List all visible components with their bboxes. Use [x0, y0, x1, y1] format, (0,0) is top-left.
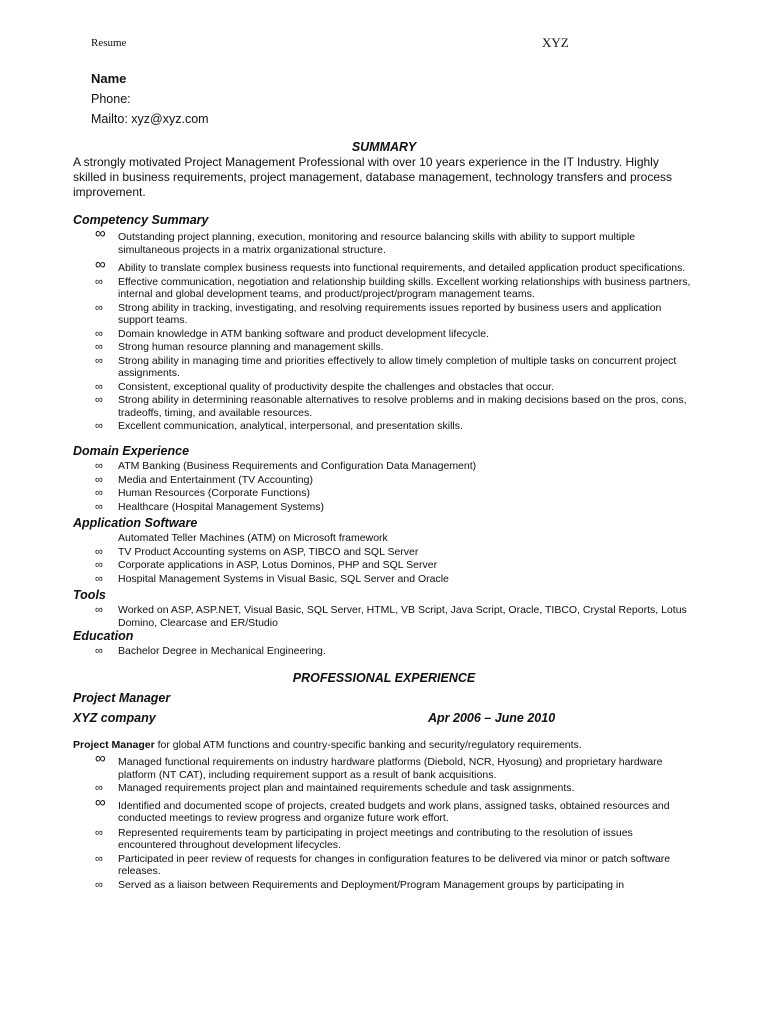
list-item: ∞ Consistent, exceptional quality of productivity despite the challenges and obstacles that occur.: [95, 380, 555, 393]
bullet-icon: ∞: [95, 604, 103, 616]
list-item: ∞ Excellent communication, analytical, interpersonal, and presentation skills.: [95, 420, 463, 432]
list-item: ∞ Identified and documented scope of projects, created budgets and work plans, assigned tasks, obtained resources and conducted meetings to review progress and organize future work effort.: [95, 793, 670, 824]
list-item: Automated Teller Machines (ATM) on Microsoft framework: [118, 532, 388, 544]
list-item: ∞ Healthcare (Hospital Management Systems): [95, 500, 325, 513]
company-name: XYZ company: [73, 711, 156, 725]
list-item: ∞ Outstanding project planning, execution, monitoring and resource balancing skills with ability to support multiple simultaneous projects in a matrix organizational structure.: [95, 225, 636, 256]
job-dates: Apr 2006 – June 2010: [428, 711, 556, 725]
bullet-icon: ∞: [95, 645, 103, 657]
job-intro: Project Manager for global ATM functions and country-specific banking and security/regulatory requirements.: [73, 739, 582, 751]
list-item: ∞ Managed requirements project plan and maintained requirements schedule and task assignments.: [95, 782, 575, 794]
domain-list: [73, 460, 693, 513]
bullet-icon: ∞: [95, 301, 103, 314]
bullet-icon: ∞: [95, 394, 103, 406]
experience-list: [73, 750, 693, 891]
list-item: ∞ Worked on ASP, ASP.NET, Visual Basic, SQL Server, HTML, VB Script, Java Script, Oracle, TIBCO, Crystal Reports, Lotus Domino, Clearcase and ER/Studio: [95, 604, 687, 629]
list-item: ∞ Strong ability in tracking, investigating, and resolving requirements issues reported by business users and application support teams.: [95, 301, 662, 326]
bullet-icon: ∞: [95, 750, 106, 767]
bullet-icon: ∞: [95, 225, 106, 242]
application-list: [73, 532, 693, 585]
list-item: ∞ Bachelor Degree in Mechanical Engineering.: [95, 645, 326, 657]
list-item: ∞ Corporate applications in ASP, Lotus Dominos, PHP and SQL Server: [95, 559, 438, 571]
header-name: XYZ: [542, 35, 569, 50]
application-heading: Application Software: [73, 516, 198, 530]
bullet-icon: ∞: [95, 500, 103, 513]
list-item: ∞ Domain knowledge in ATM banking software and product development lifecycle.: [95, 327, 490, 340]
contact-email-link[interactable]: Mailto: xyz@xyz.com: [91, 112, 209, 126]
competency-heading: Competency Summary: [73, 213, 209, 227]
contact-phone: Phone:: [91, 92, 131, 106]
bullet-icon: ∞: [95, 420, 103, 432]
list-item: ∞ Managed functional requirements on industry hardware platforms (Diebold, NCR, Hyosung) and proprietary hardware platform (NT CAT), including requirement support as a result of bank acquisitions.: [95, 750, 663, 781]
bullet-icon: ∞: [95, 460, 103, 472]
list-item: ∞ Media and Entertainment (TV Accounting): [95, 473, 313, 486]
bullet-icon: ∞: [95, 559, 103, 571]
tools-list: [73, 604, 693, 629]
bullet-icon: ∞: [95, 572, 103, 585]
bullet-icon: ∞: [95, 782, 103, 794]
bullet-icon: ∞: [95, 545, 103, 558]
bullet-icon: ∞: [95, 256, 106, 273]
education-list: [73, 645, 693, 658]
contact-name: Name: [91, 71, 127, 86]
bullet-icon: ∞: [95, 487, 103, 499]
bullet-icon: ∞: [95, 341, 103, 353]
bullet-icon: ∞: [95, 473, 103, 486]
bullet-icon: ∞: [95, 878, 103, 891]
competency-list: [73, 225, 693, 433]
list-item: ∞ Hospital Management Systems in Visual Basic, SQL Server and Oracle: [95, 572, 449, 585]
tools-heading: Tools: [73, 588, 106, 602]
bullet-icon: ∞: [95, 852, 103, 865]
list-item: ∞ Participated in peer review of requests for changes in configuration features to be delivered via minor or patch software releases.: [95, 852, 671, 877]
experience-heading: PROFESSIONAL EXPERIENCE: [292, 671, 476, 685]
bullet-icon: ∞: [95, 354, 103, 367]
domain-heading: Domain Experience: [73, 444, 190, 458]
summary-heading: SUMMARY: [351, 140, 417, 154]
list-item: ∞ Ability to translate complex business requests into functional requirements, and detailed application product specifications.: [95, 256, 686, 274]
bullet-icon: ∞: [95, 826, 103, 839]
bullet-icon: ∞: [95, 327, 103, 340]
bullet-icon: ∞: [95, 380, 103, 393]
list-item: ∞ Human Resources (Corporate Functions): [95, 487, 310, 499]
list-item: ∞ Served as a liaison between Requirements and Deployment/Program Management groups by participating in: [95, 878, 625, 891]
education-heading: Education: [73, 629, 134, 643]
list-item: ∞ ATM Banking (Business Requirements and Configuration Data Management): [95, 460, 477, 472]
header-label: Resume: [91, 37, 127, 49]
bullet-icon: ∞: [95, 275, 103, 288]
list-item: ∞ TV Product Accounting systems on ASP, TIBCO and SQL Server: [95, 545, 419, 558]
list-item: ∞ Represented requirements team by participating in project meetings and contributing to the resolution of issues encountered throughout development lifecycles.: [95, 826, 633, 851]
summary-text: A strongly motivated Project Management Professional with over 10 years experience in the IT Industry. Highly skilled in business requirements, project management, database management, technology transfers and process improvement.: [73, 155, 672, 199]
job-title: Project Manager: [73, 691, 171, 705]
list-item: ∞ Strong human resource planning and management skills.: [95, 341, 384, 353]
list-item: ∞ Effective communication, negotiation and relationship building skills. Excellent working relationships with business partners, internal and global development teams, and product/project/program management teams.: [95, 275, 691, 300]
list-item: ∞ Strong ability in determining reasonable alternatives to resolve problems and in making decisions based on the pros, cons, tradeoffs, timing, and available resources.: [95, 394, 687, 419]
list-item: ∞ Strong ability in managing time and priorities effectively to allow timely completion of multiple tasks on concurrent project assignments.: [95, 354, 677, 379]
bullet-icon: ∞: [95, 793, 106, 811]
